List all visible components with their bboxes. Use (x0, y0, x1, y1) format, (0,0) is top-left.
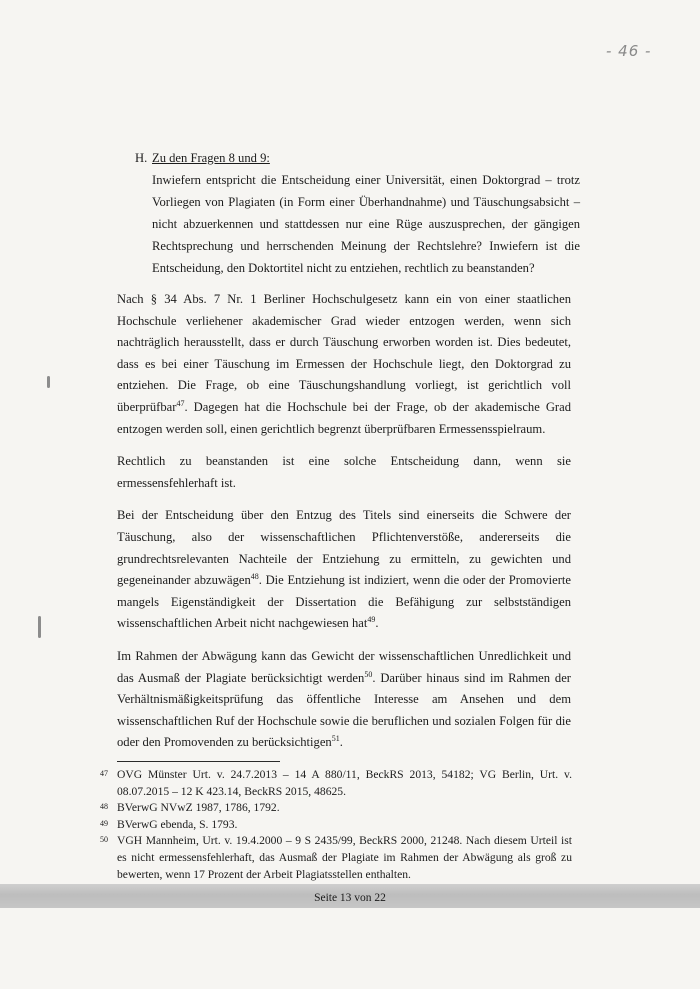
section-title: Zu den Fragen 8 und 9: (152, 151, 270, 165)
footnote-number: 47 (100, 769, 108, 778)
handwritten-page-mark: - 46 - (606, 42, 652, 60)
footnote-text: BVerwG NVwZ 1987, 1786, 1792. (117, 801, 280, 815)
paragraph-text: . (339, 735, 343, 750)
paragraph-text: Bei der Entscheidung über den Entzug des Titels sind einerseits die Schwere der Täuschung, also der wissenschaftlichen Pflichtenverstöße, andererseits die grundrechtsrelevanten Nachteile der Entziehung zu ermitteln, zu gewichten und gegeneinander abzuwägen (117, 508, 571, 588)
footnote-ref[interactable]: 49 (367, 615, 376, 625)
footnote-text: VGH Mannheim, Urt. v. 19.4.2000 – 9 S 2435/99, BeckRS 2000, 21248. Nach diesem Urteil ist es nicht ermessensfehlerhaft, das Ausmaß der Plagiate im Rahmen der Abwägung als groß zu bewerten, wenn 17 Prozent der Arbeit Plagiatsstellen enthalten. (117, 834, 572, 881)
footnote-number: 50 (100, 835, 108, 845)
paragraph-4 (117, 646, 571, 754)
paragraph-text: . Darüber hinaus sind im Rahmen der Verhältnismäßigkeitsprüfung das öffentliche Interesse am Ansehen und dem wissenschaftlichen Ruf der Hochschule sowie die beruflichen und sozialen Folgen für die oder den Promovenden zu berücksichtigen (117, 670, 571, 750)
footnote-number: 49 (100, 818, 108, 828)
question-section (135, 148, 580, 279)
footnote-number: 48 (100, 802, 108, 812)
paragraph-text: . Die Entziehung ist indiziert, wenn die oder der Promovierte mangels Eigenständigkeit der Dissertation die Befähigung zur selbstständigen wissenschaftlichen Arbeit nicht nachgewiesen hat (117, 573, 571, 631)
footnote-ref[interactable]: 48 (250, 571, 259, 581)
section-heading (135, 148, 580, 169)
footnote (100, 833, 572, 883)
footnotes (100, 767, 572, 900)
footnote (100, 817, 572, 834)
paragraph-text: . Dagegen hat die Hochschule bei der Frage, ob der akademische Grad entzogen werden soll, einen gerichtlich begrenzt überprüfbaren Ermessensspielraum. (117, 399, 571, 436)
footnote-ref[interactable]: 50 (364, 669, 373, 679)
footnote (100, 767, 572, 800)
section-label: H. (135, 151, 148, 165)
paragraph-1 (117, 289, 571, 440)
paragraph-text: Im Rahmen der Abwägung kann das Gewicht der wissenschaftlichen Unredlichkeit und das Ausmaß der Plagiate berücksichtigt werden (117, 648, 571, 685)
footnote (100, 800, 572, 817)
page-footer: Seite 13 von 22 (314, 892, 386, 904)
paragraph-text: . (375, 616, 379, 631)
body-text (117, 289, 571, 765)
section-question: Inwiefern entspricht die Entscheidung einer Universität, einen Doktorgrad – trotz Vorliegen von Plagiaten (in Form einer Überhandnahme) und Täuschungsabsicht – nicht abzuerkennen und stattdessen nur eine Rüge auszusprechen, der gängigen Rechtsprechung und herrschenden Meinung der Rechtslehre? Inwiefern ist die Entscheidung, den Doktortitel nicht zu entziehen, rechtlich zu beanstanden? (152, 173, 580, 275)
paragraph-3 (117, 505, 571, 635)
punch-hole-mark (38, 616, 41, 638)
paragraph-text: Nach § 34 Abs. 7 Nr. 1 Berliner Hochschulgesetz kann ein von einer staatlichen Hochschule verliehener akademischer Grad wieder entzogen werden, wenn sich nachträglich herausstellt, dass er durch Täuschung erworben worden ist. Dies bedeutet, dass es bei einer Täuschung im Ermessen der Hochschule liegt, den Doktorgrad zu entziehen. Die Frage, ob eine Täuschungshandlung vorliegt, ist gerichtlich voll überprüfbar (117, 292, 571, 414)
footnote-ref[interactable]: 47 (176, 398, 185, 408)
footnote-text: OVG Münster Urt. v. 24.7.2013 – 14 A 880/11, BeckRS 2013, 54182; VG Berlin, Urt. v. 08.07.2015 – 12 K 423.14, BeckRS 2015, 48625. (117, 768, 572, 798)
footnote-separator (117, 761, 280, 762)
punch-hole-mark (47, 376, 50, 388)
footnote-ref[interactable]: 51 (331, 734, 340, 744)
paragraph-2: Rechtlich zu beanstanden ist eine solche Entscheidung dann, wenn sie ermessensfehlerhaft ist. (117, 454, 571, 490)
footnote-text: BVerwG ebenda, S. 1793. (117, 817, 238, 831)
